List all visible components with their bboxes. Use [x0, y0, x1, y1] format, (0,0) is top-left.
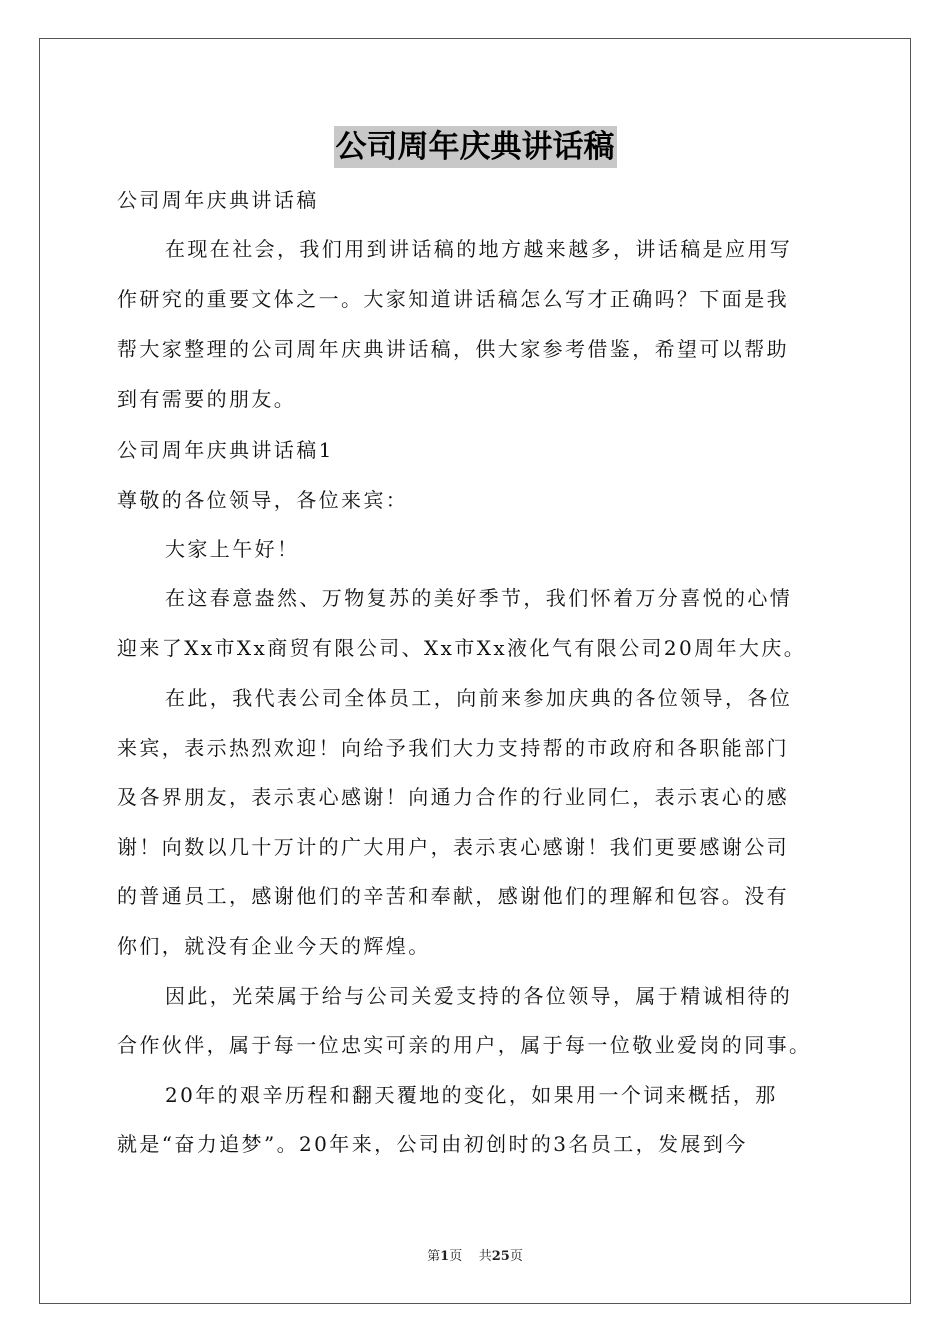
text-line: 帮大家整理的公司周年庆典讲话稿，供大家参考借鉴，希望可以帮助: [117, 337, 789, 361]
page-border: [39, 38, 911, 1304]
text-line-subtitle: 公司周年庆典讲话稿: [117, 188, 319, 212]
text-line: 到有需要的朋友。: [117, 387, 297, 411]
text-line: 你们，就没有企业今天的辉煌。: [117, 934, 431, 958]
total-suffix: 页: [509, 1249, 523, 1264]
page-number: 1: [440, 1249, 450, 1264]
text-line: 的普通员工，感谢他们的辛苦和奉献，感谢他们的理解和包容。没有: [117, 884, 789, 908]
text-line: 迎来了Xx市Xx商贸有限公司、Xx市Xx液化气有限公司20周年大庆。: [117, 636, 807, 660]
text-line: 在现在社会，我们用到讲话稿的地方越来越多，讲话稿是应用写: [165, 237, 793, 261]
section-heading: 公司周年庆典讲话稿1: [117, 438, 334, 462]
page-prefix: 第: [427, 1249, 441, 1264]
text-line: 20年的艰辛历程和翻天覆地的变化，如果用一个词来概括，那: [165, 1083, 778, 1107]
text-line: 合作伙伴，属于每一位忠实可亲的用户，属于每一位敬业爱岗的同事。: [117, 1033, 812, 1057]
text-line: 在这春意盎然、万物复苏的美好季节，我们怀着万分喜悦的心情: [165, 586, 793, 610]
text-line: 作研究的重要文体之一。大家知道讲话稿怎么写才正确吗？下面是我: [117, 287, 789, 311]
page-suffix: 页: [449, 1249, 463, 1264]
text-line: 来宾，表示热烈欢迎！向给予我们大力支持帮的市政府和各职能部门: [117, 736, 789, 760]
text-line-greeting: 大家上午好！: [165, 537, 300, 561]
text-line: 谢！向数以几十万计的广大用户，表示衷心感谢！我们更要感谢公司: [117, 835, 789, 859]
text-line: 因此，光荣属于给与公司关爱支持的各位领导，属于精诚相待的: [165, 984, 793, 1008]
document-title: 公司周年庆典讲话稿: [334, 126, 617, 168]
total-prefix: 共: [478, 1249, 492, 1264]
text-line: 及各界朋友，表示衷心感谢！向通力合作的行业同仁，表示衷心的感: [117, 785, 789, 809]
text-line-salutation: 尊敬的各位领导，各位来宾：: [117, 488, 409, 512]
text-line: 就是“奋力追梦”。20年来，公司由初创时的3名员工，发展到今: [117, 1132, 748, 1156]
title-container: [0, 126, 950, 168]
total-pages: 25: [491, 1249, 510, 1264]
text-line: 在此，我代表公司全体员工，向前来参加庆典的各位领导，各位: [165, 686, 793, 710]
page-footer: [0, 1248, 950, 1266]
